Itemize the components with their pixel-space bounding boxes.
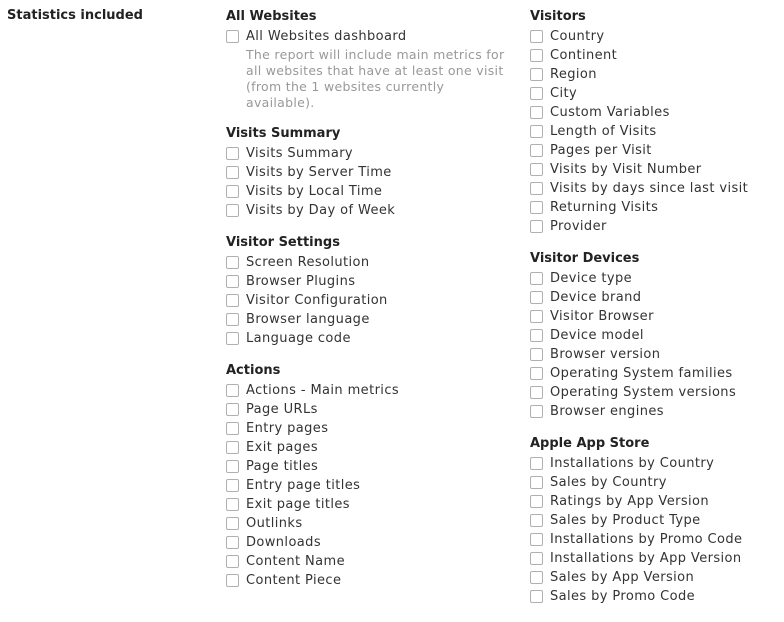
option-label: Ratings by App Version bbox=[550, 494, 710, 509]
checkbox[interactable] bbox=[530, 163, 543, 176]
option-label: Visits by Day of Week bbox=[246, 203, 396, 218]
checkbox[interactable] bbox=[530, 386, 543, 399]
checkbox[interactable] bbox=[530, 310, 543, 323]
checkbox[interactable] bbox=[226, 460, 239, 473]
checkbox[interactable] bbox=[226, 275, 239, 288]
option-label: Downloads bbox=[246, 535, 321, 550]
checkbox[interactable] bbox=[226, 422, 239, 435]
option-page-urls[interactable] bbox=[226, 400, 516, 419]
option-content-piece[interactable] bbox=[226, 571, 516, 590]
checkbox[interactable] bbox=[530, 533, 543, 546]
option-label: Pages per Visit bbox=[550, 143, 652, 158]
option-exit-page-titles[interactable] bbox=[226, 495, 516, 514]
checkbox[interactable] bbox=[530, 457, 543, 470]
option-label: All Websites dashboard bbox=[246, 29, 407, 44]
checkbox[interactable] bbox=[226, 166, 239, 179]
group-description: The report will include main metrics for all websites that have at least one visit (from the 1 websites currently available). bbox=[246, 47, 505, 110]
checkbox[interactable] bbox=[226, 384, 239, 397]
option-label: Entry page titles bbox=[246, 478, 361, 493]
option-label: Country bbox=[550, 29, 605, 44]
checkbox[interactable] bbox=[226, 332, 239, 345]
option-visits-by-day-of-week[interactable] bbox=[226, 201, 516, 220]
option-label: Visits by Visit Number bbox=[550, 162, 702, 177]
checkbox[interactable] bbox=[226, 403, 239, 416]
option-label: Installations by Promo Code bbox=[550, 532, 743, 547]
option-pages-per-visit[interactable] bbox=[530, 141, 780, 160]
left-column bbox=[226, 8, 516, 604]
option-label: Actions - Main metrics bbox=[246, 383, 400, 398]
option-sales-by-country[interactable] bbox=[530, 473, 780, 492]
option-browser-plugins[interactable] bbox=[226, 272, 516, 291]
option-label: Returning Visits bbox=[550, 200, 659, 215]
group-title: Apple App Store bbox=[530, 436, 650, 451]
option-device-type[interactable] bbox=[530, 269, 780, 288]
option-city[interactable] bbox=[530, 84, 780, 103]
option-ratings-by-app-version[interactable] bbox=[530, 492, 780, 511]
group-visitor-settings bbox=[226, 234, 516, 348]
checkbox[interactable] bbox=[530, 144, 543, 157]
option-label: Browser Plugins bbox=[246, 274, 356, 289]
option-label: Screen Resolution bbox=[246, 255, 370, 270]
option-installations-by-app-version[interactable] bbox=[530, 549, 780, 568]
right-column bbox=[530, 8, 780, 620]
checkbox[interactable] bbox=[226, 294, 239, 307]
group-title: Visitors bbox=[530, 9, 586, 24]
checkbox[interactable] bbox=[530, 348, 543, 361]
checkbox[interactable] bbox=[226, 536, 239, 549]
option-label: Visits by Local Time bbox=[246, 184, 383, 199]
checkbox[interactable] bbox=[530, 68, 543, 81]
option-label: Language code bbox=[246, 331, 351, 346]
option-label: Device brand bbox=[550, 290, 642, 305]
option-label: Custom Variables bbox=[550, 105, 670, 120]
option-label: Browser version bbox=[550, 347, 661, 362]
option-content-name[interactable] bbox=[226, 552, 516, 571]
checkbox[interactable] bbox=[530, 30, 543, 43]
checkbox[interactable] bbox=[530, 552, 543, 565]
option-browser-version[interactable] bbox=[530, 345, 780, 364]
option-screen-resolution[interactable] bbox=[226, 253, 516, 272]
option-label: Page URLs bbox=[246, 402, 318, 417]
group-title: Visits Summary bbox=[226, 126, 341, 141]
option-label: Provider bbox=[550, 219, 607, 234]
option-returning-visits[interactable] bbox=[530, 198, 780, 217]
group-actions bbox=[226, 362, 516, 590]
option-label: Visits by days since last visit bbox=[550, 181, 749, 196]
option-language-code[interactable] bbox=[226, 329, 516, 348]
option-device-model[interactable] bbox=[530, 326, 780, 345]
option-label: Visits Summary bbox=[246, 146, 354, 161]
checkbox[interactable] bbox=[530, 49, 543, 62]
option-label: Continent bbox=[550, 48, 618, 63]
option-label: Length of Visits bbox=[550, 124, 657, 139]
checkbox[interactable] bbox=[226, 574, 239, 587]
checkbox[interactable] bbox=[226, 147, 239, 160]
option-label: Browser language bbox=[246, 312, 370, 327]
option-all-websites-dashboard[interactable] bbox=[226, 27, 516, 46]
option-sales-by-app-version[interactable] bbox=[530, 568, 780, 587]
option-label: Device type bbox=[550, 271, 633, 286]
option-label: Device model bbox=[550, 328, 644, 343]
group-title: Visitor Devices bbox=[530, 251, 640, 266]
group-apple-app-store bbox=[530, 435, 780, 606]
option-label: Installations by Country bbox=[550, 456, 715, 471]
option-installations-by-promo-code[interactable] bbox=[530, 530, 780, 549]
checkbox[interactable] bbox=[530, 272, 543, 285]
option-browser-language[interactable] bbox=[226, 310, 516, 329]
statistics-included-label: Statistics included bbox=[7, 8, 143, 23]
option-label: Sales by App Version bbox=[550, 570, 695, 585]
group-visits-summary bbox=[226, 125, 516, 220]
checkbox[interactable] bbox=[530, 291, 543, 304]
checkbox[interactable] bbox=[226, 555, 239, 568]
option-visitor-configuration[interactable] bbox=[226, 291, 516, 310]
checkbox[interactable] bbox=[530, 87, 543, 100]
checkbox[interactable] bbox=[226, 256, 239, 269]
checkbox[interactable] bbox=[530, 125, 543, 138]
checkbox[interactable] bbox=[226, 479, 239, 492]
option-custom-variables[interactable] bbox=[530, 103, 780, 122]
option-label: City bbox=[550, 86, 578, 101]
group-visitor-devices bbox=[530, 250, 780, 421]
checkbox[interactable] bbox=[530, 201, 543, 214]
checkbox[interactable] bbox=[530, 182, 543, 195]
option-label: Page titles bbox=[246, 459, 319, 474]
checkbox[interactable] bbox=[226, 313, 239, 326]
group-title: Actions bbox=[226, 363, 281, 378]
option-label: Sales by Promo Code bbox=[550, 589, 696, 604]
option-page-titles[interactable] bbox=[226, 457, 516, 476]
option-visits-by-visit-number[interactable] bbox=[530, 160, 780, 179]
option-downloads[interactable] bbox=[226, 533, 516, 552]
option-outlinks[interactable] bbox=[226, 514, 516, 533]
checkbox[interactable] bbox=[226, 517, 239, 530]
option-visits-by-server-time[interactable] bbox=[226, 163, 516, 182]
option-label: Sales by Product Type bbox=[550, 513, 701, 528]
checkbox[interactable] bbox=[530, 476, 543, 489]
group-visitors bbox=[530, 8, 780, 236]
option-label: Visits by Server Time bbox=[246, 165, 392, 180]
option-label: Content Name bbox=[246, 554, 345, 569]
option-exit-pages[interactable] bbox=[226, 438, 516, 457]
group-title: All Websites bbox=[226, 9, 317, 24]
option-actions-main-metrics[interactable] bbox=[226, 381, 516, 400]
option-label: Browser engines bbox=[550, 404, 664, 419]
option-visits-by-local-time[interactable] bbox=[226, 182, 516, 201]
option-label: Installations by App Version bbox=[550, 551, 742, 566]
option-label: Content Piece bbox=[246, 573, 342, 588]
option-browser-engines[interactable] bbox=[530, 402, 780, 421]
checkbox[interactable] bbox=[530, 514, 543, 527]
option-label: Exit pages bbox=[246, 440, 318, 455]
checkbox[interactable] bbox=[226, 204, 239, 217]
checkbox[interactable] bbox=[530, 405, 543, 418]
option-length-of-visits[interactable] bbox=[530, 122, 780, 141]
option-entry-page-titles[interactable] bbox=[226, 476, 516, 495]
option-provider[interactable] bbox=[530, 217, 780, 236]
option-label: Region bbox=[550, 67, 597, 82]
checkbox[interactable] bbox=[226, 185, 239, 198]
checkbox[interactable] bbox=[530, 220, 543, 233]
option-operating-system-versions[interactable] bbox=[530, 383, 780, 402]
option-visits-by-days-since-last-visit[interactable] bbox=[530, 179, 780, 198]
checkbox[interactable] bbox=[530, 590, 543, 603]
option-label: Operating System versions bbox=[550, 385, 737, 400]
option-sales-by-product-type[interactable] bbox=[530, 511, 780, 530]
group-all-websites bbox=[226, 8, 516, 111]
checkbox[interactable] bbox=[226, 441, 239, 454]
option-device-brand[interactable] bbox=[530, 288, 780, 307]
option-label: Visitor Configuration bbox=[246, 293, 388, 308]
checkbox[interactable] bbox=[530, 329, 543, 342]
checkbox[interactable] bbox=[530, 495, 543, 508]
option-label: Operating System families bbox=[550, 366, 733, 381]
option-label: Visitor Browser bbox=[550, 309, 654, 324]
group-title: Visitor Settings bbox=[226, 235, 340, 250]
checkbox[interactable] bbox=[226, 498, 239, 511]
checkbox[interactable] bbox=[530, 106, 543, 119]
option-visitor-browser[interactable] bbox=[530, 307, 780, 326]
option-label: Exit page titles bbox=[246, 497, 350, 512]
option-region[interactable] bbox=[530, 65, 780, 84]
option-entry-pages[interactable] bbox=[226, 419, 516, 438]
option-sales-by-promo-code[interactable] bbox=[530, 587, 780, 606]
checkbox[interactable] bbox=[530, 571, 543, 584]
option-installations-by-country[interactable] bbox=[530, 454, 780, 473]
option-label: Entry pages bbox=[246, 421, 329, 436]
checkbox[interactable] bbox=[530, 367, 543, 380]
option-visits-summary[interactable] bbox=[226, 144, 516, 163]
option-label: Outlinks bbox=[246, 516, 303, 531]
option-continent[interactable] bbox=[530, 46, 780, 65]
option-label: Sales by Country bbox=[550, 475, 667, 490]
option-operating-system-families[interactable] bbox=[530, 364, 780, 383]
checkbox[interactable] bbox=[226, 30, 239, 43]
option-country[interactable] bbox=[530, 27, 780, 46]
